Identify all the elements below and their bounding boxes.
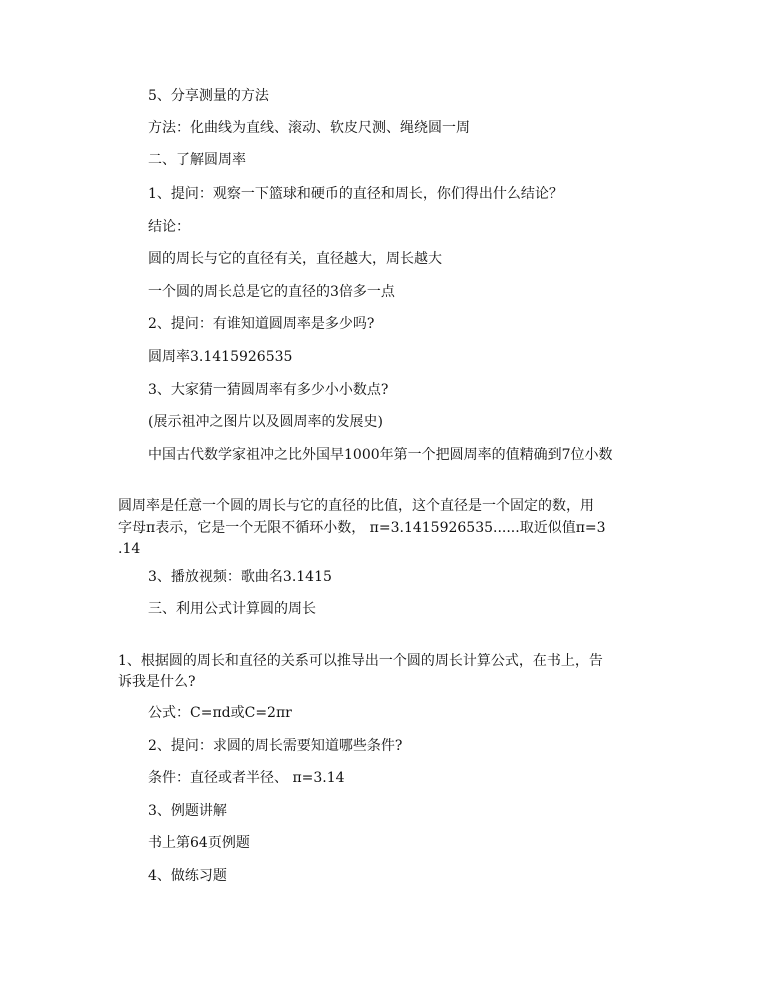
question-pi-value: 2、提问：有谁知道圆周率是多少吗?: [148, 316, 375, 332]
conclusion-label: 结论：: [148, 219, 190, 235]
formula-derivation-line-2: 诉我是什么?: [118, 674, 196, 690]
formula-derivation-line-1: 1、根据圆的周长和直径的关系可以推导出一个圆的周长计算公式，在书上，告: [118, 653, 603, 669]
pi-definition-line-1: 圆周率是任意一个圆的周长与它的直径的比值，这个直径是一个固定的数，用: [118, 498, 594, 514]
example-heading: 3、例题讲解: [148, 803, 227, 819]
conditions-text: 条件：直径或者半径、 π=3.14: [148, 770, 345, 786]
formula-text: 公式：C=πd或C=2πr: [148, 705, 292, 721]
conclusion-line-1: 圆的周长与它的直径有关，直径越大，周长越大: [148, 251, 442, 267]
textbook-example-text: 书上第64页例题: [148, 835, 250, 851]
pi-definition-line-2: 字母π表示，它是一个无限不循环小数， π=3.1415926535......取近似值π=3: [118, 520, 606, 536]
exercise-heading: 4、做练习题: [148, 868, 227, 884]
pi-definition-line-3: .14: [118, 541, 141, 557]
section-heading-formula: 三、利用公式计算圆的周长: [148, 601, 316, 617]
question-conditions: 2、提问：求圆的周长需要知道哪些条件?: [148, 738, 403, 754]
play-video-text: 3、播放视频：歌曲名3.1415: [148, 569, 332, 585]
methods-text: 方法：化曲线为直线、滚动、软皮尺测、绳绕圆一周: [148, 120, 470, 136]
zu-chongzhi-text: 中国古代数学家祖冲之比外国早1000年第一个把圆周率的值精确到7位小数: [148, 447, 613, 463]
question-decimal-places: 3、大家猜一猜圆周率有多少小小数点?: [148, 382, 389, 398]
conclusion-line-2: 一个圆的周长总是它的直径的3倍多一点: [148, 284, 395, 300]
question-observe: 1、提问：观察一下篮球和硬币的直径和周长，你们得出什么结论？: [148, 186, 563, 202]
section-heading-pi: 二、了解圆周率: [148, 152, 246, 168]
pi-value-text: 圆周率3.1415926535: [148, 349, 293, 365]
heading-share-measuring-methods: 5、分享测量的方法: [148, 88, 269, 104]
history-note: (展示祖冲之图片以及圆周率的发展史): [148, 414, 383, 430]
